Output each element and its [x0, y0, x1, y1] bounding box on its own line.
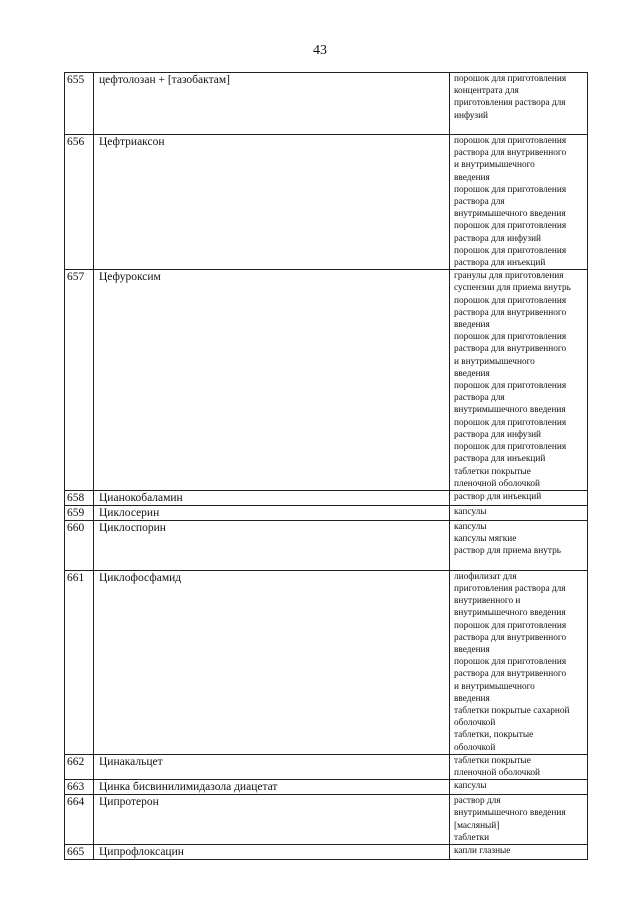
dosage-form-line: введения	[454, 644, 490, 655]
dosage-form-line: капсулы мягкие	[454, 534, 517, 545]
dosage-form-line	[454, 122, 586, 134]
row-number-cell: 659	[65, 505, 94, 520]
row-number-cell: 658	[65, 490, 94, 505]
drug-name-cell: Цинакальцет	[94, 754, 450, 779]
dosage-form-line: порошок для приготовления	[454, 221, 567, 232]
dosage-form-line: порошок для приготовления	[454, 442, 567, 453]
dosage-form-line: таблетки покрытые	[454, 755, 531, 766]
dosage-form-line: раствор для приема внутрь	[454, 546, 561, 557]
dosage-form-line: раствора для инфузий	[454, 233, 542, 244]
drug-name-cell: Цефтриаксон	[94, 135, 450, 270]
dosage-form-line: порошок для приготовления	[454, 657, 567, 668]
drug-name-cell: Цианокобаламин	[94, 490, 450, 505]
table-row	[65, 754, 588, 779]
row-number-cell: 655	[65, 73, 94, 135]
drug-name-cell: Цефуроксим	[94, 270, 450, 491]
drug-list-table	[64, 72, 588, 860]
dosage-form-line: раствора для	[454, 393, 505, 404]
row-number-cell: 663	[65, 780, 94, 795]
dosage-form-line: и внутримышечного	[454, 681, 535, 692]
row-number-cell: 665	[65, 844, 94, 859]
dosage-form-line: таблетки покрытые сахарной	[454, 705, 570, 716]
dosage-form-line: капли глазные	[454, 845, 511, 856]
dosage-form-line: [масляный]	[454, 820, 500, 831]
dosage-form-line: раствора для	[454, 197, 505, 208]
table-row	[65, 570, 588, 754]
dosage-forms-cell	[450, 780, 588, 795]
page-number: 43	[313, 43, 327, 58]
table-row	[65, 795, 588, 845]
drug-name-cell: Цинка бисвинилимидазола диацетат	[94, 780, 450, 795]
dosage-form-line	[454, 558, 586, 570]
dosage-forms-cell	[450, 520, 588, 570]
dosage-form-line: порошок для приготовления	[454, 74, 567, 84]
table-row	[65, 270, 588, 491]
dosage-form-line: и внутримышечного	[454, 160, 535, 171]
table-row	[65, 505, 588, 520]
dosage-form-line: концентрата для	[454, 86, 519, 97]
table-row	[65, 520, 588, 570]
dosage-forms-cell	[450, 490, 588, 505]
table-row	[65, 844, 588, 859]
dosage-forms-cell	[450, 754, 588, 779]
dosage-form-line: таблетки, покрытые	[454, 730, 534, 741]
dosage-forms-cell	[450, 270, 588, 491]
dosage-forms-cell	[450, 844, 588, 859]
dosage-form-line: введения	[454, 368, 490, 379]
dosage-form-line: раствора для внутривенного	[454, 148, 567, 159]
dosage-form-line: порошок для приготовления	[454, 136, 567, 147]
dosage-form-line: внутримышечного введения	[454, 608, 566, 619]
row-number-cell: 662	[65, 754, 94, 779]
dosage-forms-cell	[450, 570, 588, 754]
dosage-form-line: введения	[454, 693, 490, 704]
dosage-form-line: гранулы для приготовления	[454, 271, 564, 282]
dosage-form-line: оболочкой	[454, 718, 496, 729]
drug-name-cell: Ципротерон	[94, 795, 450, 845]
dosage-form-line: инфузий	[454, 110, 489, 121]
drug-name-cell: Циклосерин	[94, 505, 450, 520]
dosage-form-line: порошок для приготовления	[454, 381, 567, 392]
dosage-form-line: раствора для инъекций	[454, 258, 546, 269]
table-row	[65, 73, 588, 135]
dosage-form-line: порошок для приготовления	[454, 184, 567, 195]
dosage-form-line: внутримышечного введения	[454, 405, 566, 416]
dosage-form-line: оболочкой	[454, 742, 496, 753]
dosage-forms-cell	[450, 795, 588, 845]
dosage-form-line: порошок для приготовления	[454, 417, 567, 428]
dosage-form-line: внутривенного и	[454, 596, 521, 607]
table-row	[65, 490, 588, 505]
dosage-form-line: раствор для инъекций	[454, 491, 542, 502]
dosage-form-line: раствора для инфузий	[454, 429, 542, 440]
table-body	[65, 73, 588, 860]
row-number-cell: 660	[65, 520, 94, 570]
dosage-forms-cell	[450, 505, 588, 520]
dosage-form-line: капсулы	[454, 521, 487, 532]
dosage-form-line: и внутримышечного	[454, 356, 535, 367]
dosage-form-line: порошок для приготовления	[454, 332, 567, 343]
drug-name-cell: Циклофосфамид	[94, 570, 450, 754]
dosage-form-line: пленочной оболочкой	[454, 478, 541, 489]
drug-name-cell: Ципрофлоксацин	[94, 844, 450, 859]
row-number-cell: 664	[65, 795, 94, 845]
dosage-form-line: раствора для внутривенного	[454, 669, 567, 680]
dosage-form-line: капсулы	[454, 506, 487, 517]
dosage-form-line: капсулы	[454, 781, 487, 792]
dosage-form-line: раствора для внутривенного	[454, 307, 567, 318]
drug-name-cell: Циклоспорин	[94, 520, 450, 570]
dosage-form-line: раствор для	[454, 796, 501, 807]
dosage-form-line: порошок для приготовления	[454, 245, 567, 256]
table-row	[65, 135, 588, 270]
dosage-form-line: порошок для приготовления	[454, 295, 567, 306]
dosage-form-line: внутримышечного введения	[454, 808, 566, 819]
dosage-form-line: лиофилизат для	[454, 571, 517, 582]
dosage-form-line: введения	[454, 172, 490, 183]
dosage-form-line: таблетки покрытые	[454, 466, 531, 477]
dosage-form-line: раствора для внутривенного	[454, 344, 567, 355]
dosage-form-line: суспензии для приема внутрь	[454, 283, 571, 294]
table-row	[65, 780, 588, 795]
dosage-form-line: пленочной оболочкой	[454, 767, 541, 778]
dosage-forms-cell	[450, 73, 588, 135]
dosage-form-line: таблетки	[454, 832, 490, 843]
dosage-form-line: раствора для внутривенного	[454, 632, 567, 643]
row-number-cell: 661	[65, 570, 94, 754]
row-number-cell: 656	[65, 135, 94, 270]
dosage-form-line: раствора для инъекций	[454, 454, 546, 465]
dosage-form-line: порошок для приготовления	[454, 620, 567, 631]
dosage-form-line: приготовления раствора для	[454, 98, 566, 109]
dosage-form-line: приготовления раствора для	[454, 583, 566, 594]
drug-name-cell: цефтолозан + [тазобактам]	[94, 73, 450, 135]
dosage-form-line: введения	[454, 320, 490, 331]
dosage-form-line: внутримышечного введения	[454, 209, 566, 220]
row-number-cell: 657	[65, 270, 94, 491]
dosage-forms-cell	[450, 135, 588, 270]
